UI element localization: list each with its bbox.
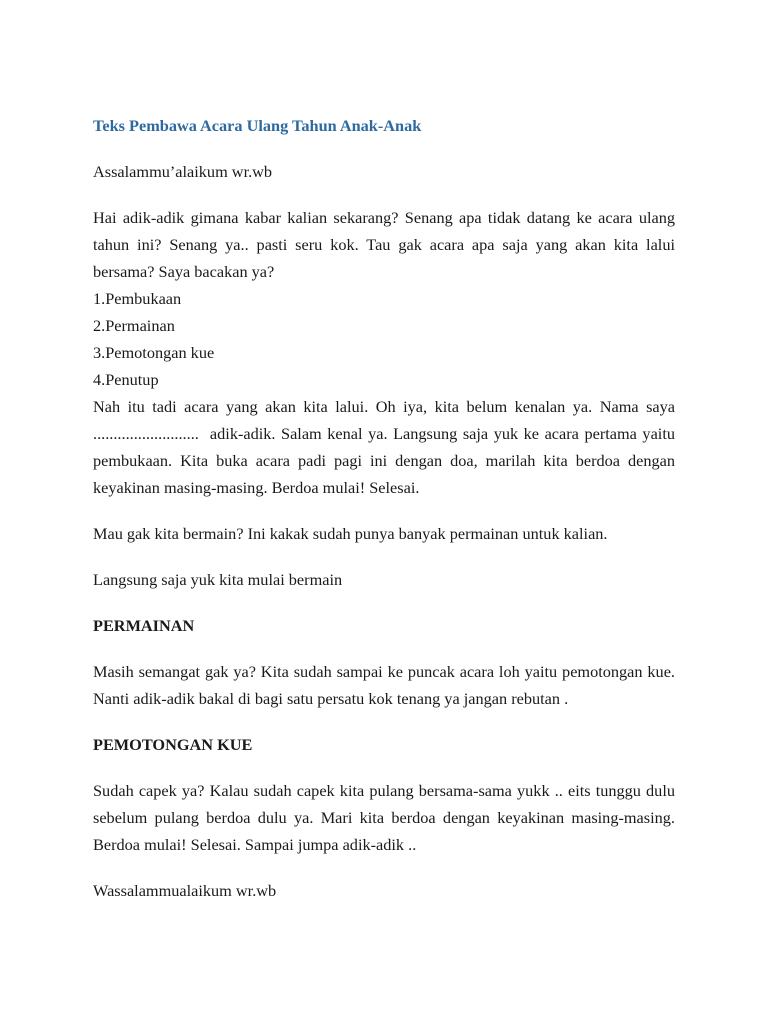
- greeting: Assalammu’alaikum wr.wb: [93, 162, 273, 181]
- agenda-item: 3.Pemotongan kue: [93, 343, 215, 362]
- agenda-item: 4.Penutup: [93, 370, 159, 389]
- intro-block: [93, 204, 680, 501]
- farewell: Wassalammualaikum wr.wb: [93, 881, 277, 900]
- opening-paragraph: Nah itu tadi acara yang akan kita lalui. Oh iya, kita belum kenalan ya. Nama saya .......................... adik-adik. Salam kenal ya. Langsung saja yuk ke acara pertama yaitu pembukaan. Kita buka acara padi pagi ini dengan doa, marilah kita berdoa dengan keyakinan masing-masing. Berdoa mulai! Selesai.: [93, 397, 680, 497]
- game-invite-paragraph: Mau gak kita bermain? Ini kakak sudah punya banyak permainan untuk kalian.: [93, 524, 608, 543]
- intro-paragraph: Hai adik-adik gimana kabar kalian sekarang? Senang apa tidak datang ke acara ulang tahun ini? Senang ya.. pasti seru kok. Tau gak acara apa saja yang akan kita lalui bersama? Saya bacakan ya?: [93, 208, 675, 281]
- agenda-item: 2.Permainan: [93, 316, 175, 335]
- closing-paragraph: Sudah capek ya? Kalau sudah capek kita pulang bersama-sama yukk .. eits tunggu dulu sebelum pulang berdoa dulu ya. Mari kita berdoa dengan keyakinan masing-masing. Berdoa mulai! Selesai. Sampai jumpa adik-adik ..: [93, 781, 675, 854]
- heading-cake: PEMOTONGAN KUE: [93, 735, 253, 754]
- agenda-item: 1.Pembukaan: [93, 289, 182, 308]
- cake-intro-paragraph: Masih semangat gak ya? Kita sudah sampai ke puncak acara loh yaitu pemotongan kue. Nanti adik-adik bakal di bagi satu persatu kok tenang ya jangan rebutan .: [93, 662, 675, 708]
- game-start-paragraph: Langsung saja yuk kita mulai bermain: [93, 570, 343, 589]
- document-title: Teks Pembawa Acara Ulang Tahun Anak-Anak: [93, 116, 422, 135]
- document-page: [93, 112, 680, 923]
- heading-game: PERMAINAN: [93, 616, 195, 635]
